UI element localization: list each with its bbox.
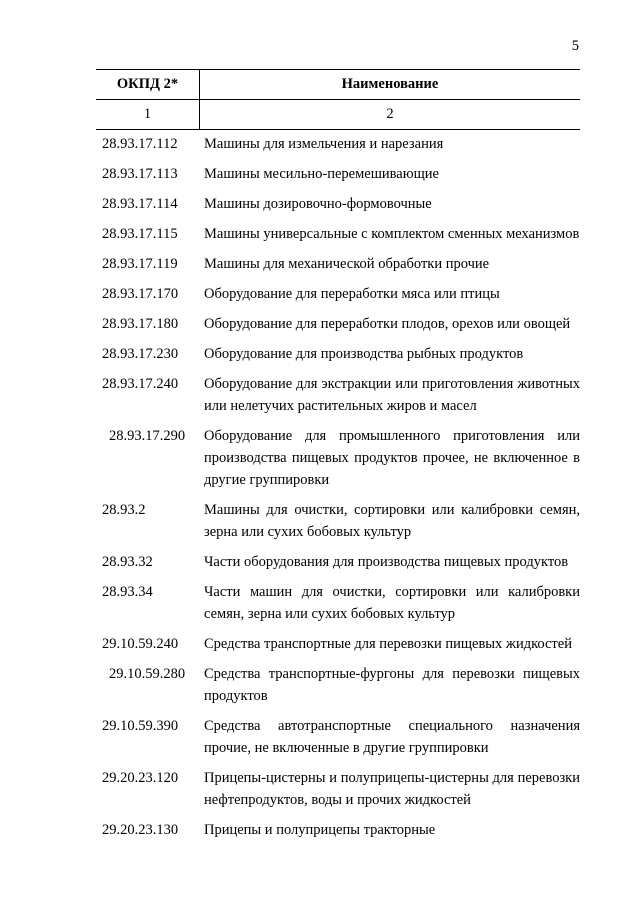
table-row: [96, 133, 580, 155]
table-body: [96, 133, 580, 841]
table-row: [96, 163, 580, 185]
row-code: 28.93.17.115: [102, 226, 178, 242]
row-name: Прицепы-цистерны и полуприцепы-цистерны для перевозки нефтепродуктов, воды и прочих жидкостей: [204, 770, 580, 808]
row-code: 28.93.17.240: [102, 376, 179, 392]
row-code: 29.10.59.280: [109, 666, 186, 682]
row-code: 28.93.17.290: [109, 428, 186, 444]
header-code-column: ОКПД 2*: [96, 70, 200, 99]
table-row: [96, 425, 580, 491]
row-name: Средства транспортные для перевозки пищевых жидкостей: [204, 636, 572, 652]
row-name: Средства транспортные-фургоны для перевозки пищевых продуктов: [204, 666, 580, 704]
row-code: 28.93.32: [102, 554, 153, 570]
row-code: 29.10.59.390: [102, 718, 179, 734]
row-name: Оборудование для переработки плодов, орехов или овощей: [204, 316, 571, 332]
row-name: Прицепы и полуприцепы тракторные: [204, 822, 436, 838]
table-row: [96, 715, 580, 759]
row-name: Машины универсальные с комплектом сменных механизмов: [204, 226, 580, 242]
table-row: [96, 283, 580, 305]
row-name: Машины для очистки, сортировки или калибровки семян, зерна или сухих бобовых культур: [204, 502, 580, 540]
row-code: 28.93.17.113: [102, 166, 178, 182]
row-name: Оборудование для производства рыбных продуктов: [204, 346, 524, 362]
row-name: Оборудование для промышленного приготовления или производства пищевых продуктов прочее, не включенное в другие группировки: [204, 428, 580, 488]
okpd-table: [96, 69, 580, 849]
row-name: Машины дозировочно-формовочные: [204, 196, 432, 212]
table-row: [96, 499, 580, 543]
table-row: [96, 819, 580, 841]
row-name: Средства автотранспортные специального назначения прочие, не включенные в другие группировки: [204, 718, 580, 756]
row-code: 28.93.17.230: [102, 346, 179, 362]
table-row: [96, 223, 580, 245]
row-code: 29.20.23.130: [102, 822, 179, 838]
table-row: [96, 193, 580, 215]
table-row: [96, 633, 580, 655]
row-code: 29.20.23.120: [102, 770, 179, 786]
table-row: [96, 373, 580, 417]
row-name: Части оборудования для производства пищевых продуктов: [204, 554, 569, 570]
row-code: 28.93.17.170: [102, 286, 179, 302]
page-number: 5: [571, 38, 579, 54]
row-name: Части машин для очистки, сортировки или калибровки семян, зерна или сухих бобовых культур: [204, 584, 580, 622]
row-code: 28.93.2: [102, 502, 146, 518]
row-code: 28.93.34: [102, 584, 153, 600]
row-code: 29.10.59.240: [102, 636, 179, 652]
table-row: [96, 343, 580, 365]
table-row: [96, 767, 580, 811]
column-numbering-row: [96, 100, 580, 130]
row-name: Машины для измельчения и нарезания: [204, 136, 444, 152]
row-code: 28.93.17.114: [102, 196, 178, 212]
table-row: [96, 313, 580, 335]
row-name: Оборудование для переработки мяса или птицы: [204, 286, 500, 302]
row-name: Оборудование для экстракции или приготовления животных или нелетучих растительных жиров и масел: [204, 376, 580, 414]
column-number-2: 2: [386, 106, 394, 122]
row-name: Машины месильно-перемешивающие: [204, 166, 439, 182]
table-row: [96, 663, 580, 707]
row-name: Машины для механической обработки прочие: [204, 256, 490, 272]
table-row: [96, 551, 580, 573]
column-number-1: 1: [96, 100, 200, 129]
row-code: 28.93.17.119: [102, 256, 178, 272]
table-row: [96, 253, 580, 275]
row-code: 28.93.17.180: [102, 316, 179, 332]
table-row: [96, 581, 580, 625]
table-header-row: [96, 69, 580, 100]
header-name-column: Наименование: [341, 76, 439, 92]
row-code: 28.93.17.112: [102, 136, 178, 152]
